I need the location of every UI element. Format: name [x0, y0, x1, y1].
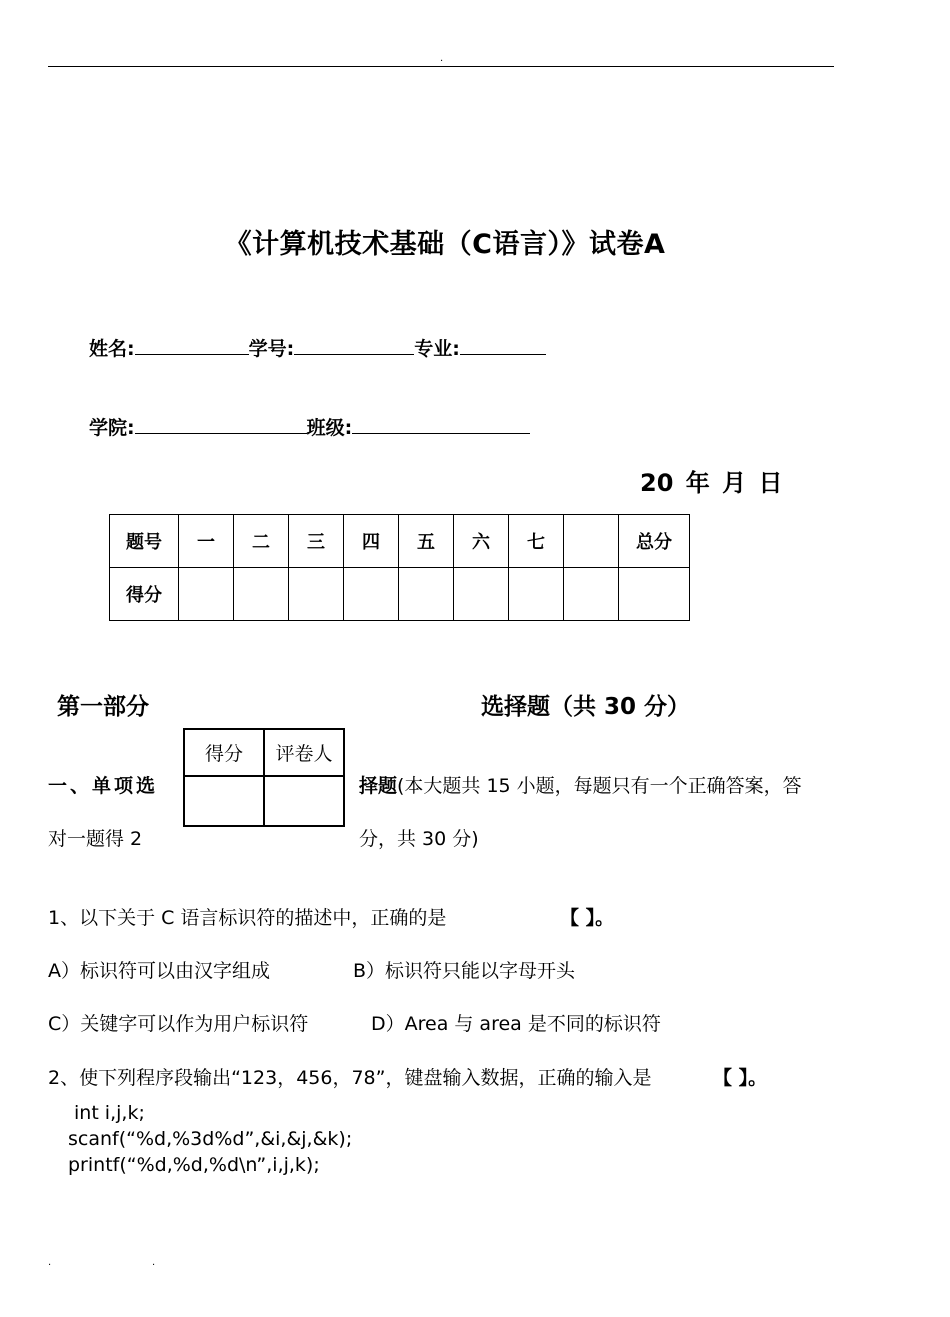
- exam-title: 《计算机技术基础（C语言）》试卷A: [224, 229, 666, 260]
- student-id-field[interactable]: [294, 334, 414, 355]
- column-header: 七: [509, 515, 564, 568]
- column-header: 二: [234, 515, 289, 568]
- name-field[interactable]: [135, 334, 249, 355]
- column-header: 五: [399, 515, 454, 568]
- grader-name-cell[interactable]: [264, 776, 344, 826]
- section-heading-left: 一、单项选: [48, 775, 159, 797]
- class-label: 班级:: [306, 417, 353, 439]
- question-2-stem: 2、使下列程序段输出“123，456，78”，键盘输入数据，正确的输入是: [48, 1067, 652, 1089]
- section-heading-text: (本大题共 15 小题，每题只有一个正确答案，答: [397, 775, 802, 797]
- section-heading-bold: 择题: [359, 775, 398, 797]
- column-header: 一: [179, 515, 234, 568]
- name-label: 姓名:: [89, 338, 135, 360]
- question-1-option-c: C）关键字可以作为用户标识符: [48, 1013, 309, 1035]
- column-header: [564, 515, 619, 568]
- question-number-label: 题号: [110, 515, 179, 568]
- score-cell[interactable]: [289, 568, 344, 621]
- question-1-option-d: D）Area 与 area 是不同的标识符: [371, 1013, 661, 1035]
- class-field[interactable]: [352, 413, 530, 434]
- code-line: printf(“%d,%d,%d\n”,i,j,k);: [68, 1154, 320, 1176]
- major-label: 专业:: [414, 338, 460, 360]
- student-info-row-1: [89, 334, 546, 361]
- footer-dot: .: [152, 1257, 156, 1268]
- grader-score-label: 得分: [184, 729, 264, 776]
- part-one-title: 选择题（共 30 分）: [481, 694, 691, 720]
- score-table-score-row: [110, 568, 690, 621]
- header-dot: .: [440, 53, 444, 64]
- code-line: int i,j,k;: [74, 1102, 145, 1124]
- score-cell[interactable]: [234, 568, 289, 621]
- column-header: 六: [454, 515, 509, 568]
- score-cell[interactable]: [564, 568, 619, 621]
- total-label: 总分: [619, 515, 690, 568]
- code-line: scanf(“%d,%3d%d”,&i,&j,&k);: [68, 1128, 353, 1150]
- score-cell[interactable]: [179, 568, 234, 621]
- grader-name-label: 评卷人: [264, 729, 344, 776]
- column-header: 三: [289, 515, 344, 568]
- section-heading-right: [359, 771, 802, 798]
- header-rule: [48, 66, 834, 67]
- major-field[interactable]: [460, 334, 546, 355]
- grader-box: [183, 728, 345, 827]
- exam-date: 20 年 月 日: [640, 469, 783, 497]
- question-1-stem: 1、以下关于 C 语言标识符的描述中，正确的是: [48, 907, 447, 929]
- student-id-label: 学号:: [248, 338, 295, 360]
- score-cell[interactable]: [344, 568, 399, 621]
- question-1-option-b: B）标识符只能以字母开头: [353, 960, 576, 982]
- college-field[interactable]: [135, 413, 307, 434]
- grader-score-cell[interactable]: [184, 776, 264, 826]
- college-label: 学院:: [89, 417, 135, 439]
- question-2-answer-bracket[interactable]: 【 】。: [713, 1067, 768, 1089]
- total-score-cell[interactable]: [619, 568, 690, 621]
- score-cell[interactable]: [399, 568, 454, 621]
- score-cell[interactable]: [509, 568, 564, 621]
- column-header: 四: [344, 515, 399, 568]
- score-label: 得分: [110, 568, 179, 621]
- part-one-label: 第一部分: [57, 694, 149, 720]
- score-cell[interactable]: [454, 568, 509, 621]
- score-table: [109, 514, 690, 621]
- section-points-right: 分，共 30 分): [359, 828, 479, 850]
- question-1-option-a: A）标识符可以由汉字组成: [48, 960, 270, 982]
- score-table-header-row: [110, 515, 690, 568]
- section-points-left: 对一题得 2: [48, 828, 143, 850]
- footer-dot: .: [48, 1257, 52, 1268]
- student-info-row-2: [89, 413, 530, 440]
- question-1-answer-bracket[interactable]: 【 】。: [560, 907, 615, 929]
